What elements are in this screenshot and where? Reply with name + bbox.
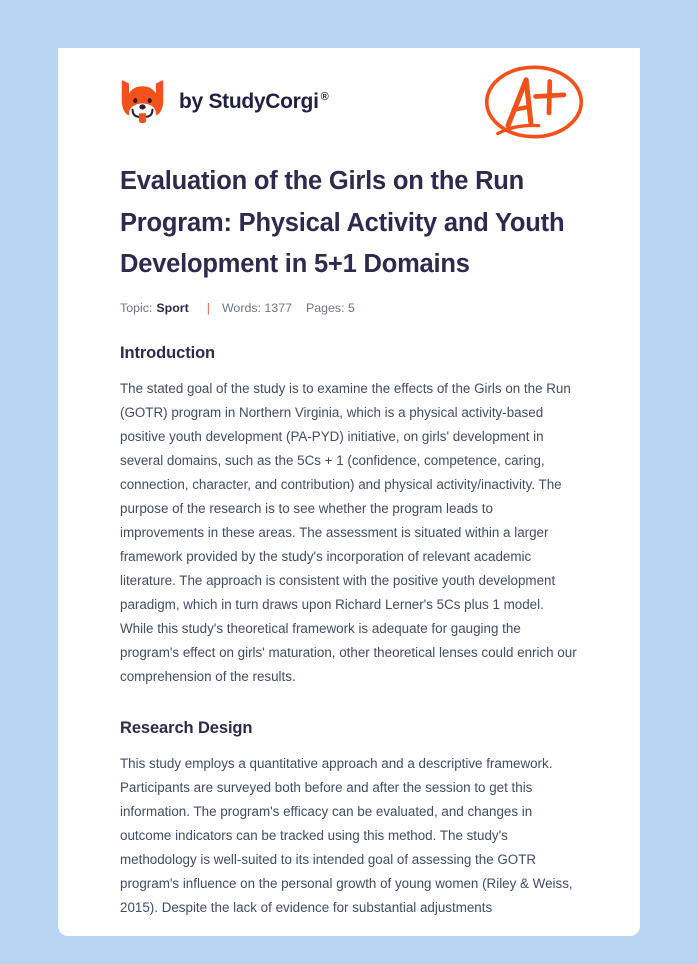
page-title: Evaluation of the Girls on the Run Program: Physical Activity and Youth Development in 5+1 Domains — [120, 167, 565, 278]
brand-wordmark — [179, 91, 328, 112]
brand-prefix: by — [179, 90, 209, 113]
page-content — [58, 48, 640, 920]
meta-words: Words: 1377 — [221, 300, 292, 315]
section-paragraph-introduction: The stated goal of the study is to examine the effects of the Girls on the Run (GOTR) program in Northern Virginia, which is a physical activity-based positive youth development (PA-PYD) initiative, on girls' development in several domains, such as the 5Cs + 1 (confidence, competence, caring, connection, character, and contribution) and physical activity/inactivity. The purpose of the research is to see whether the program leads to improvements in these areas. The assessment is situated within a larger framework provided by the study's incorporation of relevant academic literature. The approach is consistent with the positive youth development paradigm, which in turn draws upon Richard Lerner's 5Cs plus 1 model. While this study's theoretical framework is adequate for gauging the program's effect on girls' maturation, other theoretical lenses could enrich our comprehension of the results. — [120, 380, 577, 684]
registered-trademark-icon: ® — [320, 91, 329, 103]
section-heading-introduction: Introduction — [120, 343, 216, 362]
a-plus-grade-badge-icon — [482, 61, 586, 143]
meta-pages: Pages: 5 — [305, 300, 355, 315]
meta-separator: | — [206, 300, 210, 315]
corgi-logo-icon — [120, 78, 165, 126]
section-paragraph-research-design: This study employs a quantitative approach and a descriptive framework. Participants are surveyed both before and after the session to get this information. The program's efficacy can be evaluated, and changes in outcome indicators can be tracked using this method. The study's methodology is well-suited to its intended goal of assessing the GOTR program's influence on the personal growth of young women (Riley & Weiss, 2015). Despite the lack of evidence for substantial adjustments — [120, 755, 573, 915]
brand-header — [120, 48, 578, 151]
brand-lockup[interactable] — [120, 78, 328, 126]
meta-topic-value[interactable]: Sport — [156, 300, 189, 315]
section-heading-research-design: Research Design — [120, 718, 253, 737]
document-page — [58, 48, 640, 936]
meta-topic-label: Topic: — [120, 300, 153, 315]
document-meta — [120, 302, 578, 314]
brand-name: StudyCorgi — [208, 90, 319, 113]
